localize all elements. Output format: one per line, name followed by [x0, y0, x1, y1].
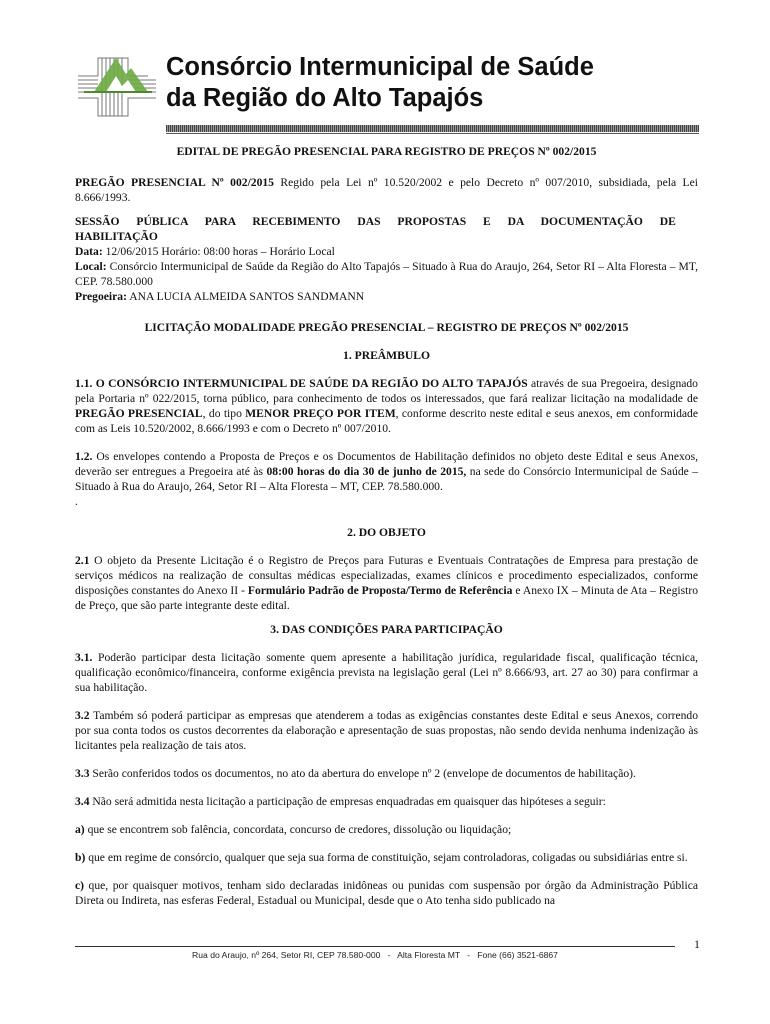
footer-phone: Fone (66) 3521-6867 — [477, 950, 558, 960]
paragraph-1-2 — [75, 449, 698, 494]
paragraph-2-1 — [75, 553, 698, 613]
p11-e: , conforme descrito neste edital e seus anexos, em conformidade com as Leis 10.520/2002, 8.666/1993 e com o Decreto nº 007/2010. — [75, 407, 699, 435]
item-c — [75, 878, 698, 908]
consortium-logo — [76, 52, 158, 122]
p21-num: 2.1 — [75, 554, 90, 567]
stray-dot: . — [75, 495, 78, 508]
footer-rule — [75, 946, 675, 947]
section-1-heading: 1. PREÂMBULO — [343, 349, 430, 362]
p11-bold: 1.1. O CONSÓRCIO INTERMUNICIPAL DE SAÚDE DA REGIÃO DO ALTO TAPAJÓS — [75, 377, 528, 390]
org-name-line2: da Região do Alto Tapajós — [166, 84, 484, 112]
local-label: Local: — [75, 260, 107, 273]
section-3-heading: 3. DAS CONDIÇÕES PARA PARTICIPAÇÃO — [270, 623, 503, 636]
p21-b: Formulário Padrão de Proposta/Termo de Referência — [247, 584, 513, 597]
date-label: Data: — [75, 245, 103, 258]
item-b — [75, 850, 698, 865]
footer-street: Rua do Araujo, nº 264, Setor RI, CEP 78.580-000 — [192, 950, 381, 960]
footer-separator-2: - — [460, 950, 478, 960]
organization-name — [166, 52, 706, 114]
paragraph-3-2 — [75, 708, 698, 753]
p21-a: O objeto da Presente Licitação é o Registro de Preços para Futuras e Eventuais Contratações de Empresa para prestação de serviços médicos na realização de consultas médicas especializadas, exames clínicos e procedimento especializados, conforme disposições constantes do Anexo II - — [75, 554, 698, 597]
p21-c: e Anexo IX – Minuta de Ata – Registro de Preço, que são parte integrante deste edital. — [75, 584, 698, 612]
pregoeira-line — [75, 289, 698, 304]
item-a-num: a) — [75, 823, 85, 836]
paragraph-1-1 — [75, 376, 698, 436]
item-a-text: que se encontrem sob falência, concordata, concurso de credores, dissolução ou liquidação; — [84, 823, 512, 836]
item-b-num: b) — [75, 851, 86, 864]
item-b-text: que em regime de consórcio, qualquer que seja sua forma de constituição, sejam controladoras, coligadas ou subsidiárias entre si. — [85, 851, 688, 864]
session-heading — [75, 214, 698, 244]
health-cross-mountain-logo-icon — [76, 52, 158, 122]
paragraph-3-4 — [75, 794, 698, 809]
licitacao-heading: LICITAÇÃO MODALIDADE PREGÃO PRESENCIAL – REGISTRO DE PREÇOS Nº 002/2015 — [144, 321, 629, 334]
header-rule-thin — [166, 133, 699, 134]
org-name-line1: Consórcio Intermunicipal de Saúde — [166, 53, 594, 81]
session-heading-text: SESSÃO PÚBLICA PARA RECEBIMENTO DAS PROPOSTAS E DA DOCUMENTAÇÃO DE HABILITAÇÃO — [75, 215, 676, 243]
section-2-heading: 2. DO OBJETO — [347, 526, 426, 539]
pregoeira-value: ANA LUCIA ALMEIDA SANTOS SANDMANN — [126, 290, 365, 303]
local-value: Consórcio Intermunicipal de Saúde da Região do Alto Tapajós – Situado à Rua do Araujo, 264, Setor RI – Alta Floresta – MT, CEP. 78.580.000 — [75, 260, 698, 288]
p31-text: Poderão participar desta licitação somente quem apresente a habilitação jurídica, regularidade fiscal, qualificação técnica, qualificação econômico/financeira, conforme exigência prevista na legislação geral (Lei nº 8.666/93, art. 27 ao 30) para confirmar a sua habilitação. — [75, 651, 698, 694]
paragraph-3-3 — [75, 766, 698, 781]
footer-address — [75, 950, 675, 960]
p33-num: 3.3 — [75, 767, 90, 780]
pregoeira-label: Pregoeira: — [75, 290, 127, 303]
page-number: 1 — [694, 937, 700, 951]
p34-text: Não será admitida nesta licitação a participação de empresas enquadradas em quaisquer das hipóteses a seguir: — [89, 795, 606, 808]
intro-bold: PREGÃO PRESENCIAL Nº 002/2015 — [75, 176, 274, 189]
p12-a: Os envelopes contendo a Proposta de Preços e os Documentos de Habilitação definidos no objeto deste Edital e seus Anexos, deverão ser entregues a Pregoeira até às — [75, 450, 698, 478]
date-value: 12/06/2015 Horário: 08:00 horas – Horário Local — [102, 245, 335, 258]
document-title: EDITAL DE PREGÃO PRESENCIAL PARA REGISTRO DE PREÇOS Nº 002/2015 — [176, 145, 597, 158]
header-rule — [166, 125, 699, 132]
document-body — [75, 144, 698, 908]
p12-b: 08:00 horas do dia 30 de junho de 2015, — [266, 465, 467, 478]
p11-b: PREGÃO PRESENCIAL — [75, 407, 203, 420]
item-c-text: que, por quaisquer motivos, tenham sido declaradas inidôneas ou punidas com suspensão por órgão da Administração Pública Direta ou Indireta, nas esferas Federal, Estadual ou Municipal, desde que o Ato tenha sido publicado na — [75, 879, 698, 907]
p32-text: Também só poderá participar as empresas que atenderem a todas as exigências constantes deste Edital e seus Anexos, correndo por sua conta todos os custos decorrentes da elaboração e apresentação de suas propostas, não sendo devida nenhuma indenização às licitantes pela realização de tais atos. — [75, 709, 698, 752]
footer-city: Alta Floresta MT — [397, 950, 461, 960]
p11-a: através de sua Pregoeira, designado pela Portaria nº 022/2015, torna público, para conhecimento de todos os interessados, que fará realizar licitação na modalidade de — [75, 377, 698, 405]
intro-paragraph — [75, 175, 698, 205]
p12-num: 1.2. — [75, 450, 93, 463]
p11-c: , do tipo — [202, 407, 246, 420]
item-a — [75, 822, 698, 837]
item-c-num: c) — [75, 879, 85, 892]
p31-num: 3.1. — [75, 651, 93, 664]
p34-num: 3.4 — [75, 795, 90, 808]
footer-separator-1: - — [380, 950, 398, 960]
p11-d: MENOR PREÇO POR ITEM — [245, 407, 396, 420]
local-line — [75, 259, 698, 289]
p12-c: na sede do Consórcio Intermunicipal de Saúde – Situado à Rua do Araujo, 264, Setor RI – Alta Floresta – MT, CEP. 78.580.000. — [75, 465, 698, 493]
p32-num: 3.2 — [75, 709, 90, 722]
p33-text: Serão conferidos todos os documentos, no ato da abertura do envelope nº 2 (envelope de documentos de habilitação). — [89, 767, 636, 780]
date-line — [75, 244, 698, 259]
intro-text: Regido pela Lei nº 10.520/2002 e pelo Decreto nº 007/2010, subsidiada, pela Lei 8.666/1993. — [75, 176, 698, 204]
paragraph-3-1 — [75, 650, 698, 695]
